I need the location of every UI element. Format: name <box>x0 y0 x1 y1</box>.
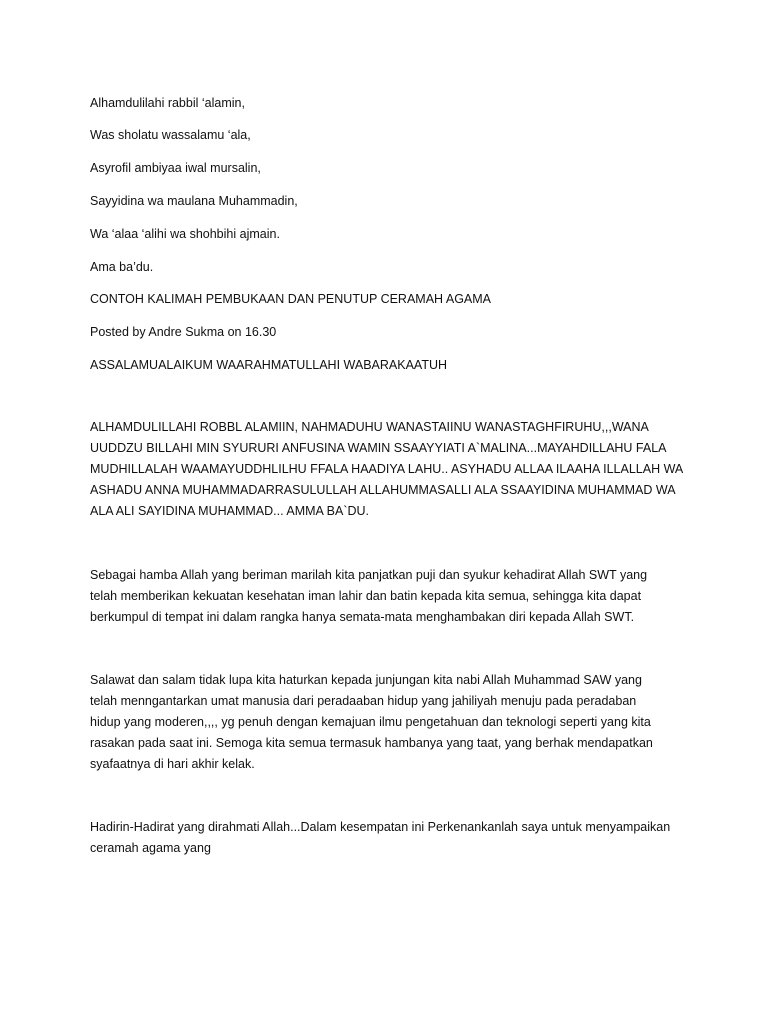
paragraph-opening-prayer <box>90 417 684 522</box>
paragraph-line: telah menngantarkan umat manusia dari peradaaban hidup yang jahiliyah menuju pada peradaban <box>90 694 637 708</box>
salam-heading: ASSALAMUALAIKUM WAARAHMATULLAHI WABARAKAATUH <box>90 358 448 372</box>
paragraph-hadirin <box>90 817 670 859</box>
paragraph-salawat <box>90 670 670 775</box>
opening-line: Was sholatu wassalamu ‘ala, <box>90 128 251 142</box>
opening-line: Ama ba’du. <box>90 260 154 274</box>
paragraph-line: berkumpul di tempat ini dalam rangka hanya semata-mata menghambakan diri kepada Allah SWT. <box>90 610 635 624</box>
document-title: CONTOH KALIMAH PEMBUKAAN DAN PENUTUP CERAMAH AGAMA <box>90 292 492 306</box>
paragraph-line: Salawat dan salam tidak lupa kita haturkan kepada junjungan kita nabi Allah Muhammad SAW yang <box>90 673 642 687</box>
opening-line: Asyrofil ambiyaa iwal mursalin, <box>90 161 261 175</box>
paragraph-line: ALA ALI SAYIDINA MUHAMMAD... AMMA BA`DU. <box>90 504 370 518</box>
paragraph-line: syafaatnya di hari akhir kelak. <box>90 757 255 771</box>
paragraph-line: ASHADU ANNA MUHAMMADARRASULULLAH ALLAHUMMASALLI ALA SSAAYIDINA MUHAMMAD WA <box>90 483 676 497</box>
paragraph-line: Sebagai hamba Allah yang beriman marilah kita panjatkan puji dan syukur kehadirat Allah SWT yang <box>90 568 648 582</box>
paragraph-line: telah memberikan kekuatan kesehatan iman lahir dan batin kepada kita semua, sehingga kita dapat <box>90 589 642 603</box>
paragraph-line: Hadirin-Hadirat yang dirahmati Allah...Dalam kesempatan ini Perkenankanlah saya untuk menyampaikan <box>90 820 671 834</box>
opening-line: Alhamdulilahi rabbil ‘alamin, <box>90 96 245 110</box>
paragraph-line: ALHAMDULILLAHI ROBBL ALAMIIN, NAHMADUHU WANASTAIINU WANASTAGHFIRUHU,,,WANA <box>90 420 649 434</box>
paragraph-line: ceramah agama yang <box>90 841 211 855</box>
paragraph-gratitude <box>90 565 670 628</box>
paragraph-line: MUDHILLALAH WAAMAYUDDHLILHU FFALA HAADIYA LAHU.. ASYHADU ALLAA ILAAHA ILLALLAH WA <box>90 462 684 476</box>
posted-by: Posted by Andre Sukma on 16.30 <box>90 325 277 339</box>
opening-line: Sayyidina wa maulana Muhammadin, <box>90 194 298 208</box>
paragraph-line: UUDDZU BILLAHI MIN SYURURI ANFUSINA WAMIN SSAAYYIATI A`MALINA...MAYAHDILLAHU FALA <box>90 441 667 455</box>
paragraph-line: hidup yang moderen,,,, yg penuh dengan kemajuan ilmu pengetahuan dan teknologi seperti yang kita <box>90 715 651 729</box>
paragraph-line: rasakan pada saat ini. Semoga kita semua termasuk hambanya yang taat, yang berhak mendapatkan <box>90 736 653 750</box>
opening-line: Wa ‘alaa ‘alihi wa shohbihi ajmain. <box>90 227 280 241</box>
